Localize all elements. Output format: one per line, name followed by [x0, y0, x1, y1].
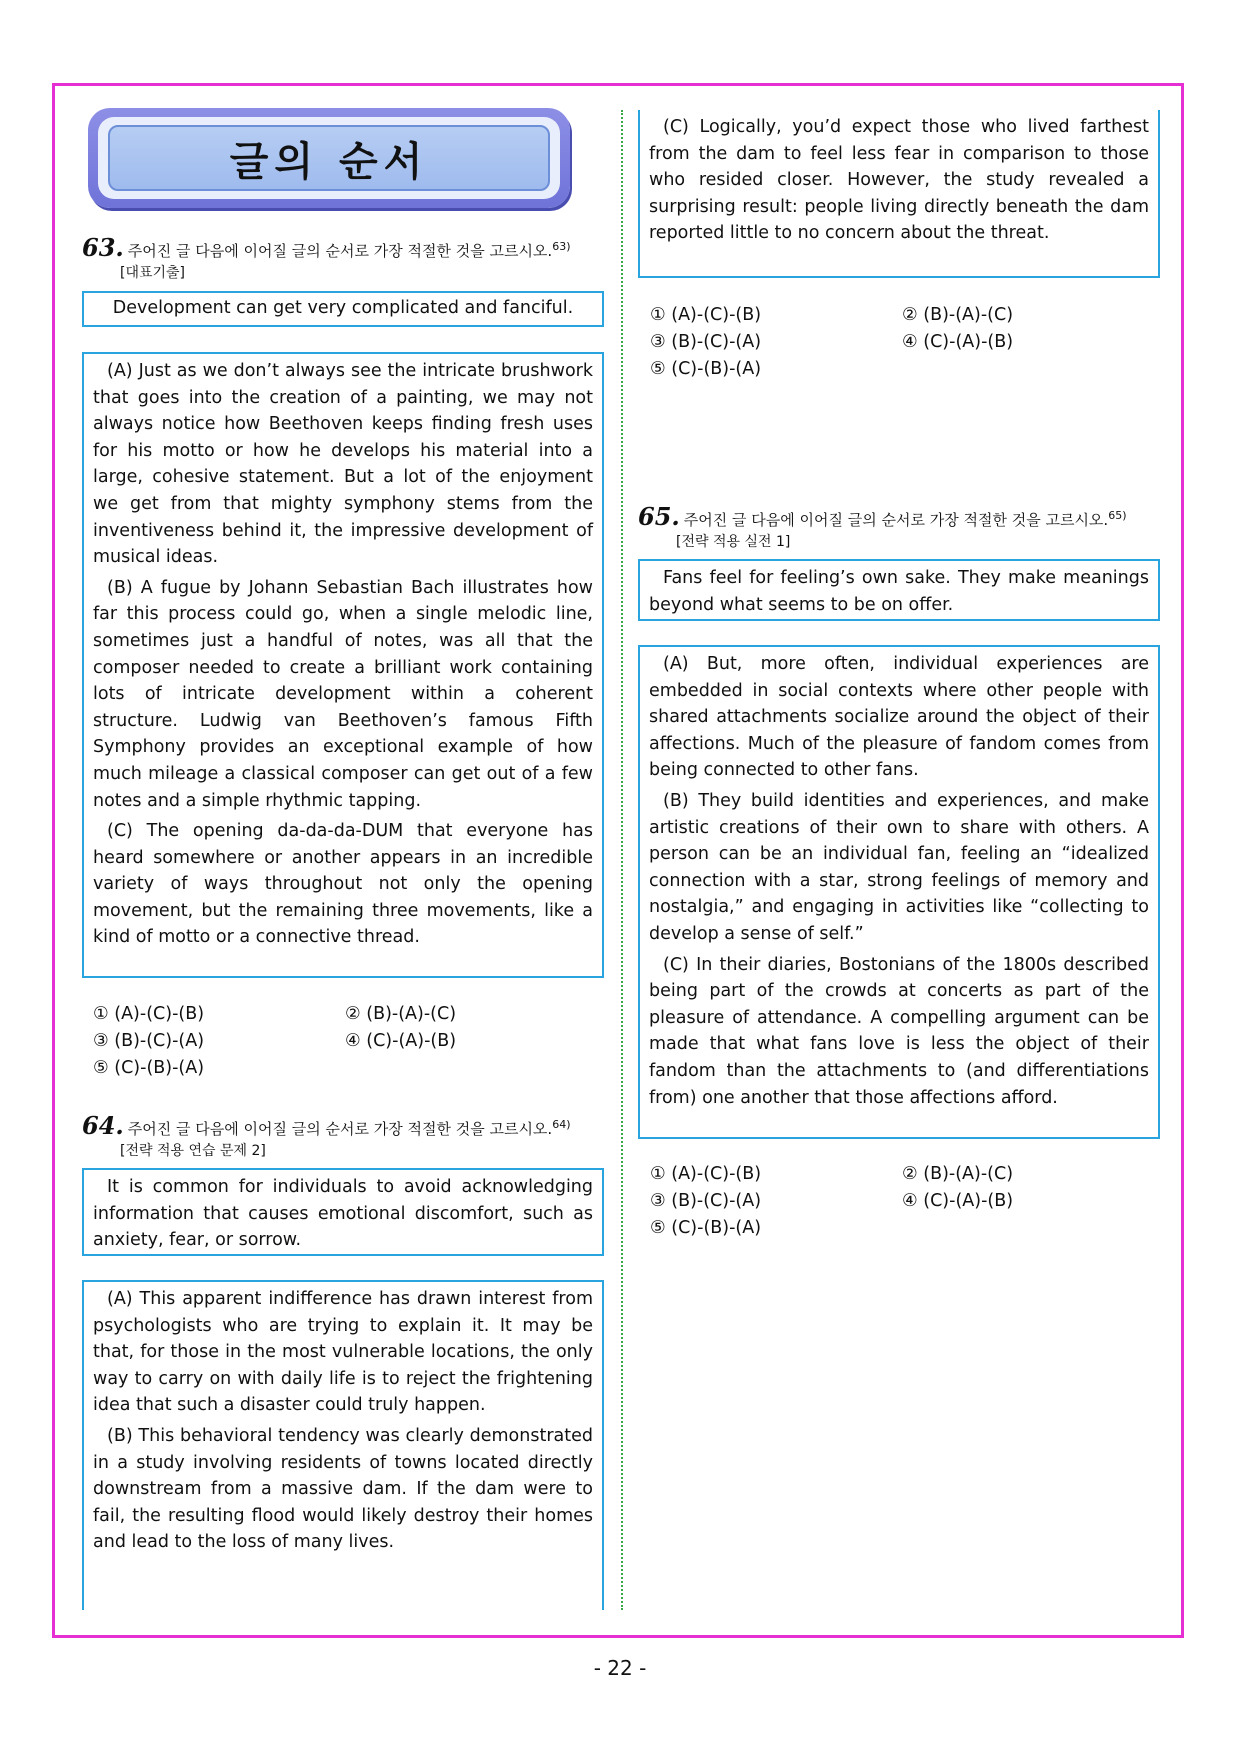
choice-3[interactable]: ③ (B)-(C)-(A)	[93, 1031, 205, 1051]
choice-1[interactable]: ① (A)-(C)-(B)	[93, 1004, 205, 1024]
choice-3[interactable]: ③ (B)-(C)-(A)	[650, 332, 762, 352]
section-title-banner	[88, 108, 570, 208]
paragraph-b: (B) They build identities and experiences, and make artistic creations of their own to share with others. A person can be an individual fan, feeling an “idealized connection with a star, strong feelings of memory and nostalgia,” and engaging in activities like “collecting to develop a sense of self.”	[649, 790, 1149, 944]
choice-5[interactable]: ⑤ (C)-(B)-(A)	[93, 1058, 205, 1078]
page-number: - 22 -	[593, 1656, 647, 1680]
given-text: Fans feel for feeling’s own sake. They make meanings beyond what seems to be on offer.	[649, 568, 1149, 615]
paragraph-b: (B) This behavioral tendency was clearly demonstrated in a study involving residents of towns located directly downstream from a massive dam. If the dam were to fail, the resulting flood would likely destroy their homes and lead to the loss of many lives.	[93, 1425, 593, 1553]
choice-3[interactable]: ③ (B)-(C)-(A)	[650, 1191, 762, 1211]
choice-5[interactable]: ⑤ (C)-(B)-(A)	[650, 1218, 762, 1238]
choice-5[interactable]: ⑤ (C)-(B)-(A)	[650, 359, 762, 379]
given-text: It is common for individuals to avoid acknowledging information that causes emotional discomfort, such as anxiety, fear, or sorrow.	[93, 1177, 593, 1251]
passage-box	[82, 352, 604, 978]
paragraph-a: (A) This apparent indifference has drawn interest from psychologists who are trying to explain it. It may be that, for those in the most vulnerable locations, the only way to carry on with daily life is to reject the frightening idea that such a disaster could truly happen.	[93, 1289, 593, 1416]
choice-1[interactable]: ① (A)-(C)-(B)	[650, 1164, 762, 1184]
footnote-marker: 63)	[552, 240, 571, 253]
footnote-marker: 65)	[1108, 509, 1127, 522]
choice-4[interactable]: ④ (C)-(A)-(B)	[345, 1031, 457, 1051]
question-63-header	[82, 233, 612, 284]
choices-63	[93, 1001, 597, 1082]
question-number: 63.	[82, 233, 124, 262]
given-text-box	[82, 291, 604, 327]
passage-box	[638, 645, 1160, 1139]
passage-box-part-2	[638, 110, 1160, 278]
question-instruction: 주어진 글 다음에 이어질 글의 순서로 가장 적절한 것을 고르시오.	[127, 242, 553, 260]
paragraph-c: (C) Logically, you’d expect those who lived farthest from the dam to feel less fear in comparison to those who resided closer. However, the study revealed a surprising result: people living directly beneath the dam reported little to no concern about the threat.	[649, 117, 1149, 244]
question-64-header	[82, 1111, 612, 1162]
section-title: 글의 순서	[229, 138, 429, 185]
question-tag: [전략 적용 실전 1]	[676, 534, 791, 550]
choice-2[interactable]: ② (B)-(A)-(C)	[345, 1004, 457, 1024]
paragraph-a: (A) Just as we don’t always see the intricate brushwork that goes into the creation of a painting, we may not always notice how Beethoven keeps finding fresh uses for his motto or how he develops his material into a large, cohesive statement. But a lot of the enjoyment we get from that mighty symphony stems from the inventiveness behind it, the impressive development of musical ideas.	[93, 361, 593, 568]
column-divider	[621, 110, 623, 1610]
question-number: 65.	[638, 502, 680, 531]
choice-1[interactable]: ① (A)-(C)-(B)	[650, 305, 762, 325]
question-65-header	[638, 502, 1168, 553]
choice-2[interactable]: ② (B)-(A)-(C)	[902, 305, 1014, 325]
choice-4[interactable]: ④ (C)-(A)-(B)	[902, 332, 1014, 352]
question-instruction: 주어진 글 다음에 이어질 글의 순서로 가장 적절한 것을 고르시오.	[127, 1120, 553, 1138]
choices-64	[650, 302, 1154, 383]
given-text: Development can get very complicated and fanciful.	[112, 298, 574, 318]
given-text-box	[638, 559, 1160, 621]
choices-65	[650, 1161, 1154, 1242]
paragraph-c: (C) In their diaries, Bostonians of the 1800s described being part of the crowds at concerts as part of the pleasure of attendance. A compelling argument can be made that what fans love is less the object of their fandom than the attachments to (and differentiations from) one another that those affections afford.	[649, 954, 1149, 1108]
footnote-marker: 64)	[552, 1118, 571, 1131]
question-tag: [전략 적용 연습 문제 2]	[120, 1143, 266, 1159]
passage-box-part-1	[82, 1280, 604, 1610]
paragraph-b: (B) A fugue by Johann Sebastian Bach illustrates how far this process could go, when a single melodic line, sometimes just a handful of notes, was all that the composer needed to create a brilliant work containing lots of intricate development within a coherent structure. Ludwig van Beethoven’s famous Fifth Symphony provides an exceptional example of how much mileage a classical composer can get out of a few notes and a simple rhythmic tapping.	[93, 577, 593, 811]
paragraph-c: (C) The opening da-da-da-DUM that everyone has heard somewhere or another appears in an incredible variety of ways throughout not only the opening movement, but the remaining three movements, like a kind of motto or a connective thread.	[93, 821, 593, 948]
question-number: 64.	[82, 1111, 124, 1140]
paragraph-a: (A) But, more often, individual experiences are embedded in social contexts where other people with shared attachments socialize around the object of their affections. Much of the pleasure of fandom comes from being connected to other fans.	[649, 654, 1149, 781]
choice-2[interactable]: ② (B)-(A)-(C)	[902, 1164, 1014, 1184]
question-tag: [대표기출]	[120, 265, 186, 281]
choice-4[interactable]: ④ (C)-(A)-(B)	[902, 1191, 1014, 1211]
given-text-box	[82, 1168, 604, 1256]
question-instruction: 주어진 글 다음에 이어질 글의 순서로 가장 적절한 것을 고르시오.	[683, 511, 1109, 529]
